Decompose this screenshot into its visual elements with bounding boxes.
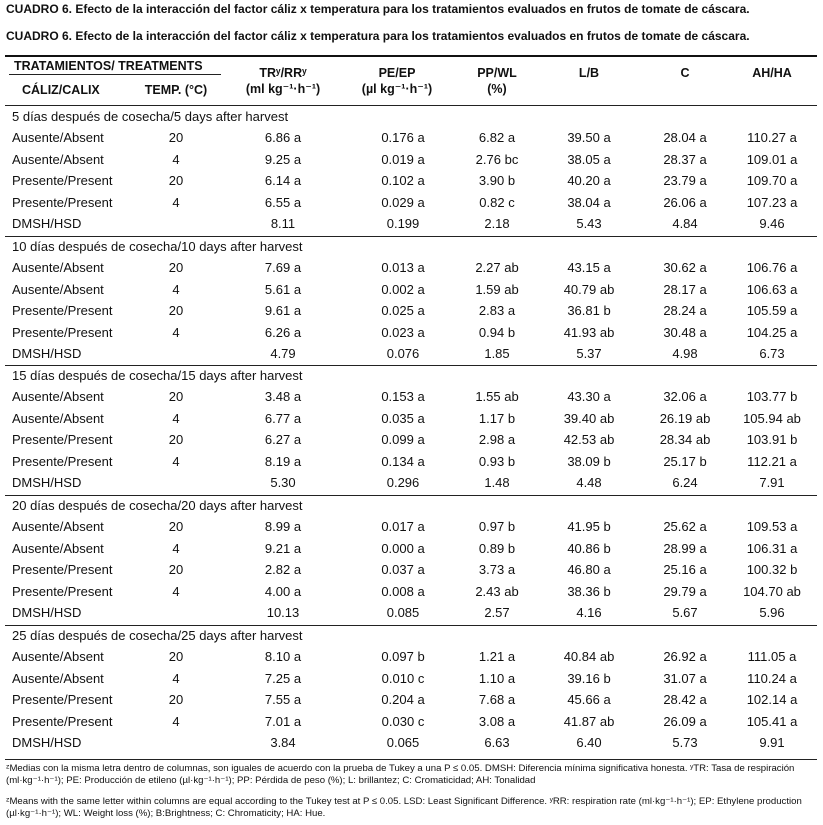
- cell-caliz: Presente/Present: [12, 432, 113, 448]
- cell-lb: 5.43: [576, 216, 602, 231]
- cell-tr: 5.30: [270, 475, 296, 490]
- cell-temp: 20: [168, 519, 184, 535]
- cell-ah: 100.32 b: [746, 562, 798, 578]
- cell-lb: 38.05 a: [567, 151, 611, 167]
- cell-lb: 40.86 b: [567, 540, 611, 556]
- cell-ah: 103.91 b: [746, 432, 798, 448]
- cell-pp: 1.17 b: [478, 410, 516, 426]
- cell-lb: 46.80 a: [567, 562, 611, 578]
- cell-c: 29.79 a: [663, 583, 707, 599]
- cell-temp: 4: [172, 583, 180, 599]
- table-title: CUADRO 6. Efecto de la interacción del factor cáliz x temperatura para los tratamientos evaluados en frutos de tomate de cáscara.: [6, 2, 750, 16]
- cell-pp: 2.83 a: [478, 303, 516, 319]
- header-temp: TEMP. (°C): [144, 83, 208, 97]
- cell-caliz: Ausente/Absent: [12, 540, 104, 556]
- cell-ah: 6.73: [759, 346, 785, 361]
- cell-pe: 0.019 a: [381, 151, 425, 167]
- cell-lb: 39.40 ab: [563, 410, 615, 426]
- cell-pp: 2.43 ab: [475, 583, 519, 599]
- cell-temp: 4: [172, 713, 180, 729]
- cell-temp: 20: [168, 389, 184, 405]
- cell-tr: 8.11: [270, 216, 296, 231]
- cell-temp: 20: [168, 260, 184, 276]
- cell-pe: 0.002 a: [381, 281, 425, 297]
- cell-c: 4.84: [672, 216, 698, 231]
- cell-tr: 8.10 a: [264, 649, 302, 665]
- section-divider: [5, 495, 817, 496]
- cell-c: 31.07 a: [663, 670, 707, 686]
- cell-temp: 4: [172, 324, 180, 340]
- cell-pp: 3.90 b: [478, 173, 516, 189]
- cell-ah: 102.14 a: [746, 692, 798, 708]
- cell-lb: 40.20 a: [567, 173, 611, 189]
- hsd-label: DMSH/HSD: [12, 735, 82, 750]
- section-title: 25 días después de cosecha/25 days after harvest: [12, 628, 303, 643]
- header-tr-unit: (ml kg⁻¹·h⁻¹): [245, 82, 321, 96]
- cell-pp: 1.21 a: [478, 649, 516, 665]
- cell-pp: 2.76 bc: [475, 151, 519, 167]
- cell-pp: 2.18: [484, 216, 510, 231]
- cell-ah: 106.31 a: [746, 540, 798, 556]
- cell-c: 5.67: [672, 605, 698, 620]
- cell-ah: 105.41 a: [746, 713, 798, 729]
- cell-c: 28.42 a: [663, 692, 707, 708]
- cell-tr: 7.55 a: [264, 692, 302, 708]
- header-c: C: [680, 66, 690, 80]
- cell-tr: 4.00 a: [264, 583, 302, 599]
- cell-pp: 0.89 b: [478, 540, 516, 556]
- section-divider: [5, 365, 817, 366]
- section-divider: [5, 625, 817, 626]
- cell-pe: 0.013 a: [381, 260, 425, 276]
- cell-lb: 38.09 b: [567, 453, 611, 469]
- cell-tr: 6.55 a: [264, 194, 302, 210]
- cell-ah: 111.05 a: [747, 649, 797, 665]
- cell-tr: 5.61 a: [264, 281, 302, 297]
- cell-pe: 0.029 a: [381, 194, 425, 210]
- cell-temp: 4: [172, 540, 180, 556]
- cell-c: 26.19 ab: [659, 410, 711, 426]
- cell-temp: 4: [172, 281, 180, 297]
- cell-c: 25.17 b: [663, 453, 707, 469]
- cell-temp: 20: [168, 432, 184, 448]
- cell-pp: 1.55 ab: [475, 389, 519, 405]
- cell-caliz: Presente/Present: [12, 713, 113, 729]
- cell-lb: 43.15 a: [567, 260, 611, 276]
- cell-caliz: Ausente/Absent: [12, 670, 104, 686]
- cell-pp: 0.82 c: [479, 194, 515, 210]
- section-divider: [5, 236, 817, 237]
- header-bottom-rule: [5, 105, 817, 106]
- cell-tr: 6.14 a: [264, 173, 302, 189]
- header-caliz: CÁLIZ/CALIX: [22, 83, 100, 97]
- cell-temp: 4: [172, 194, 180, 210]
- cell-lb: 39.16 b: [567, 670, 611, 686]
- cell-c: 4.98: [672, 346, 698, 361]
- cell-c: 30.62 a: [663, 260, 707, 276]
- cell-pe: 0.204 a: [381, 692, 425, 708]
- cell-tr: 9.21 a: [264, 540, 302, 556]
- cell-c: 25.16 a: [663, 562, 707, 578]
- cell-c: 32.06 a: [663, 389, 707, 405]
- cell-lb: 38.36 b: [567, 583, 611, 599]
- cell-c: 23.79 a: [663, 173, 707, 189]
- cell-caliz: Presente/Present: [12, 692, 113, 708]
- cell-caliz: Ausente/Absent: [12, 260, 104, 276]
- cell-ah: 107.23 a: [746, 194, 798, 210]
- cell-c: 26.06 a: [663, 194, 707, 210]
- cell-pp: 2.27 ab: [475, 260, 519, 276]
- cell-pe: 0.097 b: [381, 649, 425, 665]
- hsd-label: DMSH/HSD: [12, 475, 82, 490]
- cell-ah: 110.24 a: [747, 670, 797, 686]
- cell-c: 28.17 a: [663, 281, 707, 297]
- cell-ah: 112.21 a: [747, 453, 797, 469]
- cell-tr: 6.26 a: [264, 324, 302, 340]
- cell-pe: 0.030 c: [381, 713, 425, 729]
- cell-tr: 10.13: [266, 605, 300, 620]
- cell-c: 28.04 a: [663, 130, 707, 146]
- cell-caliz: Presente/Present: [12, 173, 113, 189]
- cell-pp: 0.94 b: [478, 324, 516, 340]
- cell-pp: 2.98 a: [478, 432, 516, 448]
- header-pp: PP/WL: [477, 66, 517, 80]
- cell-caliz: Ausente/Absent: [12, 410, 104, 426]
- cell-pe: 0.176 a: [381, 130, 425, 146]
- cell-caliz: Presente/Present: [12, 303, 113, 319]
- cell-ah: 106.76 a: [746, 260, 798, 276]
- cell-lb: 41.87 ab: [563, 713, 615, 729]
- cell-temp: 20: [168, 303, 184, 319]
- cell-c: 28.34 ab: [659, 432, 711, 448]
- cell-pe: 0.199: [386, 216, 420, 231]
- cell-lb: 40.84 ab: [563, 649, 615, 665]
- section-title: 5 días después de cosecha/5 days after harvest: [12, 109, 289, 124]
- header-ah: AH/HA: [752, 66, 792, 80]
- cell-pe: 0.037 a: [381, 562, 425, 578]
- cell-ah: 105.59 a: [746, 303, 798, 319]
- cell-pe: 0.134 a: [381, 453, 425, 469]
- cell-caliz: Presente/Present: [12, 324, 113, 340]
- cell-lb: 41.93 ab: [563, 324, 615, 340]
- cell-temp: 20: [168, 562, 184, 578]
- header-tr: TRʸ/RRʸ: [259, 66, 307, 80]
- cell-pp: 1.48: [484, 475, 510, 490]
- header-lb: L/B: [578, 66, 600, 80]
- cell-ah: 7.91: [759, 475, 785, 490]
- cell-pp: 1.59 ab: [475, 281, 519, 297]
- cell-lb: 41.95 b: [567, 519, 611, 535]
- cell-tr: 8.19 a: [264, 453, 302, 469]
- cell-tr: 7.01 a: [264, 713, 302, 729]
- cell-temp: 4: [172, 453, 180, 469]
- cell-pe: 0.008 a: [381, 583, 425, 599]
- cell-lb: 36.81 b: [567, 303, 611, 319]
- cell-ah: 109.53 a: [746, 519, 798, 535]
- cell-pp: 1.85: [484, 346, 510, 361]
- cell-ah: 109.01 a: [746, 151, 798, 167]
- hsd-label: DMSH/HSD: [12, 346, 82, 361]
- cell-pe: 0.065: [386, 735, 420, 750]
- footnote-english: ᶻMeans with the same letter within columns are equal according to the Tukey test at P ≤ 0.05. LSD: Least Significant Difference. ʸRR: respiration rate (ml·kg⁻¹·h⁻¹); EP: Ethylene production (µl·kg⁻¹·h⁻¹); WL: Weight loss (%); B:Brightness; C: Chromaticity; HA: Hue.: [6, 796, 802, 819]
- cell-pp: 3.08 a: [478, 713, 516, 729]
- cell-caliz: Presente/Present: [12, 453, 113, 469]
- cell-ah: 104.25 a: [746, 324, 798, 340]
- cell-tr: 6.27 a: [264, 432, 302, 448]
- cell-pe: 0.085: [386, 605, 420, 620]
- cell-c: 26.92 a: [663, 649, 707, 665]
- cell-pe: 0.023 a: [381, 324, 425, 340]
- cell-caliz: Ausente/Absent: [12, 389, 104, 405]
- cell-lb: 43.30 a: [567, 389, 611, 405]
- cell-temp: 20: [168, 173, 184, 189]
- header-pe: PE/EP: [378, 66, 416, 80]
- treatments-underline: [9, 74, 221, 75]
- cell-lb: 6.40: [576, 735, 602, 750]
- cell-temp: 20: [168, 649, 184, 665]
- cell-tr: 6.86 a: [264, 130, 302, 146]
- cell-tr: 7.25 a: [264, 670, 302, 686]
- cell-temp: 20: [168, 692, 184, 708]
- cell-pe: 0.153 a: [381, 389, 425, 405]
- cell-pp: 7.68 a: [478, 692, 516, 708]
- cell-pe: 0.025 a: [381, 303, 425, 319]
- cell-caliz: Presente/Present: [12, 194, 113, 210]
- cell-c: 28.99 a: [663, 540, 707, 556]
- cell-tr: 3.84: [270, 735, 296, 750]
- hsd-label: DMSH/HSD: [12, 216, 82, 231]
- table-bottom-rule: [5, 759, 817, 760]
- cell-lb: 42.53 ab: [563, 432, 615, 448]
- section-title: 15 días después de cosecha/15 days after harvest: [12, 368, 303, 383]
- table-title-repeat: CUADRO 6. Efecto de la interacción del factor cáliz x temperatura para los tratamientos evaluados en frutos de tomate de cáscara.: [6, 29, 750, 43]
- cell-c: 5.73: [672, 735, 698, 750]
- cell-lb: 40.79 ab: [563, 281, 615, 297]
- cell-tr: 6.77 a: [264, 410, 302, 426]
- cell-ah: 105.94 ab: [743, 410, 801, 426]
- cell-pp: 0.93 b: [478, 453, 516, 469]
- section-title: 20 días después de cosecha/20 days after harvest: [12, 498, 303, 513]
- cell-lb: 5.37: [576, 346, 602, 361]
- cell-caliz: Ausente/Absent: [12, 519, 104, 535]
- cell-ah: 110.27 a: [747, 130, 797, 146]
- cell-pe: 0.099 a: [381, 432, 425, 448]
- cell-c: 28.24 a: [663, 303, 707, 319]
- cell-pp: 2.57: [484, 605, 510, 620]
- cell-temp: 4: [172, 151, 180, 167]
- cell-ah: 5.96: [759, 605, 785, 620]
- cell-tr: 9.61 a: [264, 303, 302, 319]
- cell-ah: 106.63 a: [746, 281, 798, 297]
- cell-caliz: Ausente/Absent: [12, 130, 104, 146]
- cell-ah: 103.77 b: [746, 389, 798, 405]
- cell-lb: 38.04 a: [567, 194, 611, 210]
- cell-temp: 4: [172, 410, 180, 426]
- cell-tr: 4.79: [270, 346, 296, 361]
- cell-c: 6.24: [672, 475, 698, 490]
- table-top-rule: [5, 55, 817, 57]
- footnote-spanish: ᶻMedias con la misma letra dentro de columnas, son iguales de acuerdo con la prueba de Tukey a una P ≤ 0.05. DMSH: Diferencia mínima significativa honesta. ʸTR: Tasa de respiración (ml·kg⁻¹·h⁻¹); PE: Producción de etileno (µl·kg⁻¹·h⁻¹); PP: Pérdida de peso (%); L: brillantez; C: Cromaticidad; AH: Tonalidad: [6, 763, 795, 786]
- cell-ah: 104.70 ab: [743, 583, 801, 599]
- cell-temp: 4: [172, 670, 180, 686]
- cell-caliz: Ausente/Absent: [12, 649, 104, 665]
- cell-pp: 0.97 b: [478, 519, 516, 535]
- cell-pp: 3.73 a: [478, 562, 516, 578]
- cell-caliz: Presente/Present: [12, 583, 113, 599]
- cell-lb: 4.48: [576, 475, 602, 490]
- cell-ah: 109.70 a: [746, 173, 798, 189]
- header-pp-unit: (%): [487, 82, 507, 96]
- cell-pe: 0.010 c: [381, 670, 425, 686]
- cell-c: 25.62 a: [663, 519, 707, 535]
- cell-pe: 0.296: [386, 475, 420, 490]
- cell-c: 28.37 a: [663, 151, 707, 167]
- header-treatments: TRATAMIENTOS/ TREATMENTS: [14, 59, 203, 73]
- header-pe-unit: (µl kg⁻¹·h⁻¹): [361, 82, 433, 96]
- cell-tr: 2.82 a: [264, 562, 302, 578]
- cell-lb: 45.66 a: [567, 692, 611, 708]
- cell-ah: 9.91: [759, 735, 785, 750]
- cell-caliz: Ausente/Absent: [12, 281, 104, 297]
- section-title: 10 días después de cosecha/10 days after harvest: [12, 239, 303, 254]
- cell-pp: 1.10 a: [478, 670, 516, 686]
- cell-lb: 4.16: [576, 605, 602, 620]
- cell-caliz: Presente/Present: [12, 562, 113, 578]
- cell-lb: 39.50 a: [567, 130, 611, 146]
- cell-tr: 9.25 a: [264, 151, 302, 167]
- cell-pp: 6.82 a: [478, 130, 516, 146]
- cell-c: 30.48 a: [663, 324, 707, 340]
- cell-pp: 6.63: [484, 735, 510, 750]
- cell-pe: 0.076: [386, 346, 420, 361]
- cell-pe: 0.035 a: [381, 410, 425, 426]
- cell-tr: 7.69 a: [264, 260, 302, 276]
- cell-caliz: Ausente/Absent: [12, 151, 104, 167]
- cell-pe: 0.102 a: [381, 173, 425, 189]
- cell-pe: 0.017 a: [381, 519, 425, 535]
- cell-tr: 3.48 a: [264, 389, 302, 405]
- hsd-label: DMSH/HSD: [12, 605, 82, 620]
- cell-ah: 9.46: [759, 216, 785, 231]
- cell-tr: 8.99 a: [264, 519, 302, 535]
- cell-pe: 0.000 a: [381, 540, 425, 556]
- cell-temp: 20: [168, 130, 184, 146]
- cell-c: 26.09 a: [663, 713, 707, 729]
